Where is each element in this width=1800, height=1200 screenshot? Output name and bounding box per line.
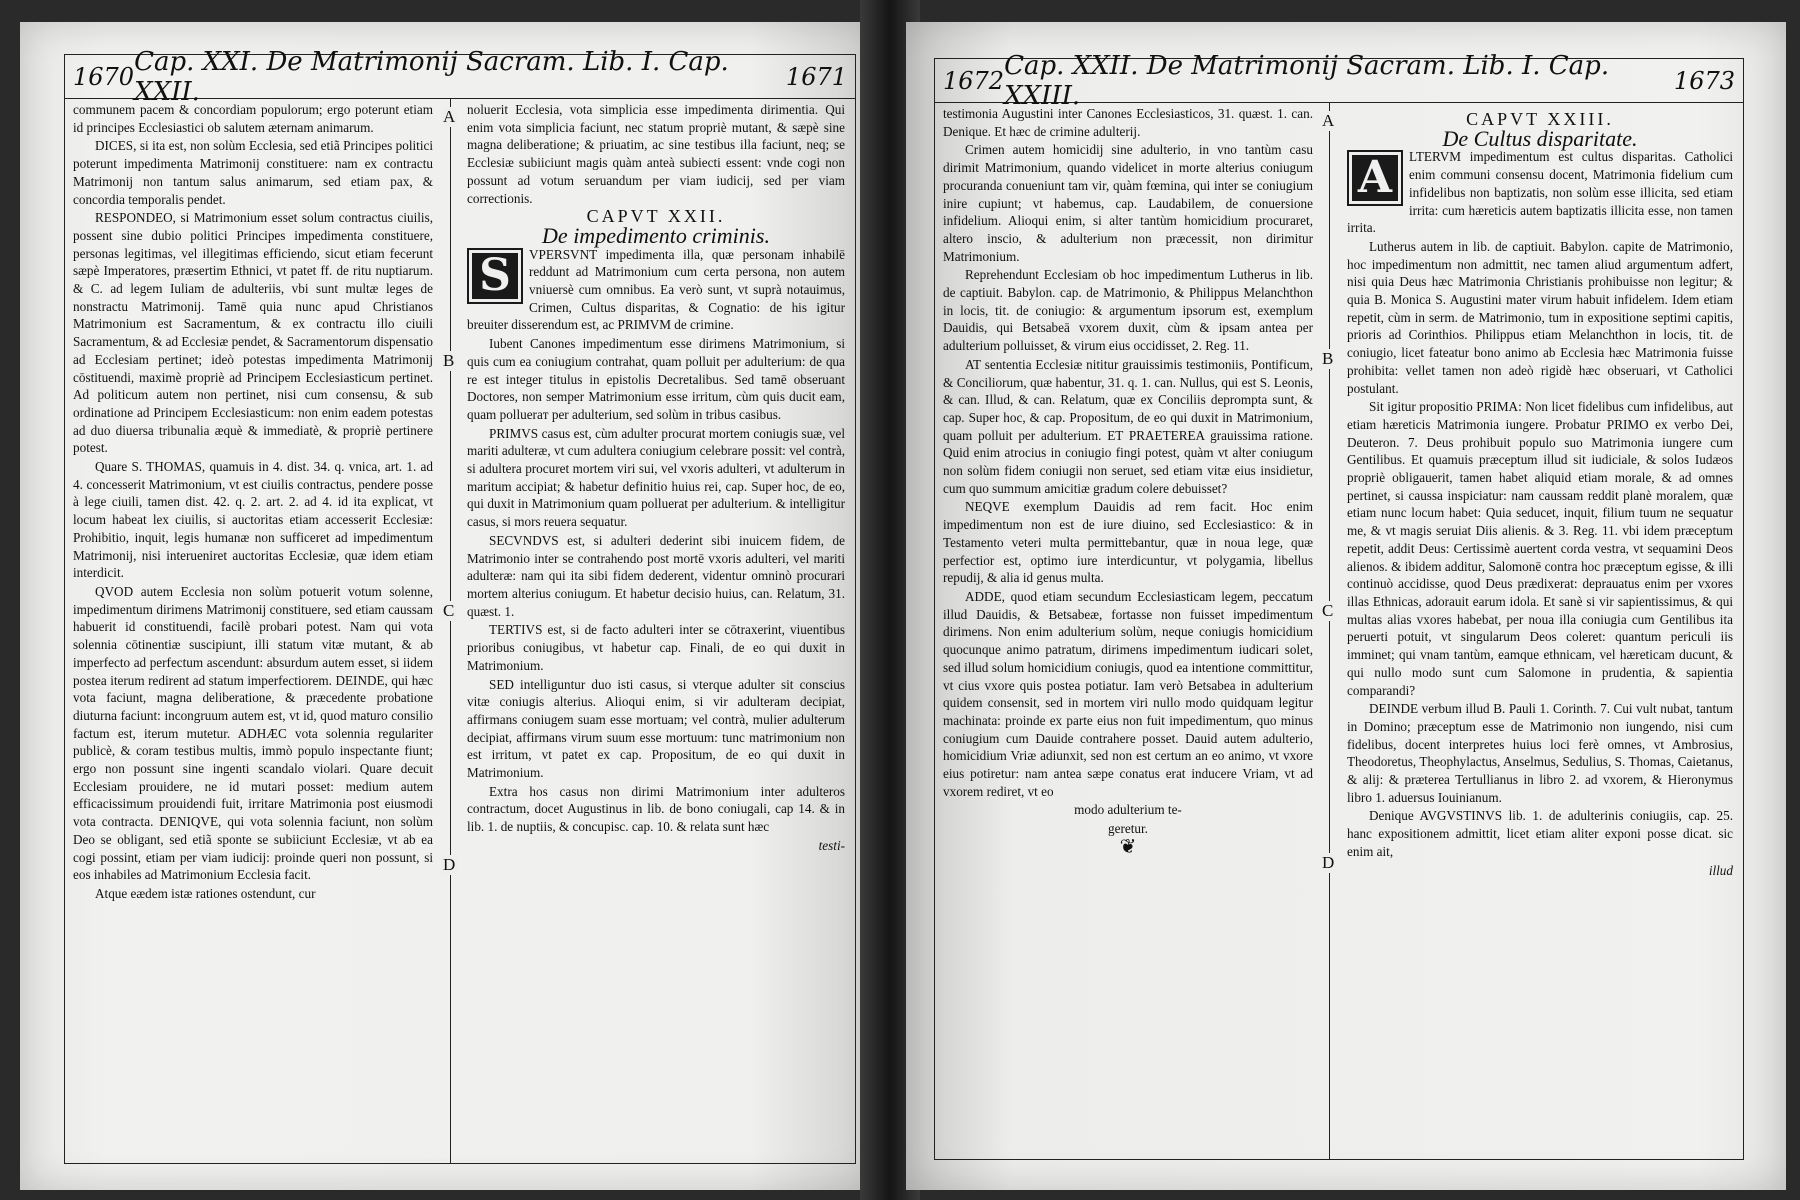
right-column-2 <box>1347 105 1733 1155</box>
chapter-heading: CAPVT XXIII. <box>1466 109 1614 129</box>
right-margin-mark-d: D <box>1322 853 1335 872</box>
paragraph: PRIMVS casus est, cùm adulter procurat mortem coniugis suæ, vel mariti adulteræ, vt cum adultera coniugium celebrare possit: vel contrà, si adultera procuret mortem viri sui, vel vxoris adulteri, vt adulterum in maritum accipiat; & habetur definitio huius rei, cap. Super hoc, de eo, qui duxit in Matrimonium quam polluerat per adulterium. & intelligitur casus, si mors reuera sequatur. <box>467 425 845 530</box>
left-page-frame <box>64 46 856 1164</box>
left-column-2 <box>467 101 845 1159</box>
paragraph: QVOD autem Ecclesia non solùm potuerit votum solenne, impedimentum dirimens Matrimonij constituere, sed etiam caussam habuerit id constituendi, facilè probari potest. Nam qui vota solennia cōtinentiæ suscipiunt, illi statum vitæ mutant, & ab imperfecto ad perfectum ascendunt: absurdum autem esset, si iidem postea iterum redirent ad statum imperfectiorem. DEINDE, qui hæc vota faciunt, magna deliberatione, & præcedente probatione diuturna faciunt: incongruum autem est, vt id, quod maturo consilio factum est, iterum mutetur. ADHÆC vota solennia regulariter publicè, & coram testibus multis, immò populo inspectante fiunt; ergo non possunt sine ingenti scandalo violari. Quare decuit Ecclesiam prouidere, ne id mutari posset: medium autem efficacissimum prouidendi fuit, irritare Matrimonia post eiusmodi vota contracta. DENIQVE, qui vota solennia faciunt, non solùm Deo se obligant, sed etiã sponte se subiiciunt Ecclesiæ, vt ab ea cogi possint, etiam per viam iudicij: proinde queri non possunt, si eos inhabiles ad Matrimonium Ecclesia facit. <box>73 583 433 883</box>
left-margin-mark-c: C <box>443 601 455 620</box>
paragraph: RESPONDEO, si Matrimonium esset solum contractus ciuilis, possent sine dubio politici Principes impedimenta constituere, personas legitimas, vel illegitimas efficiendo, sicut etiam fecerunt sæpè Imperatores, præsertim Ethnici, vt patet ff. de ritu nuptiarum. & C. ad legem Iuliam de adulteriis, vbi sunt multæ leges de nonstractu Matrimonij. Tamē quia nunc apud Christianos Matrimonium est Sacramentum, & ex contractu illo ciuili Sacramentum, & ad Ecclesiæ pendet, & Sacramentorum dispensatio ad Ecclesiam pertinet; ideò potestas impedimenta Matrimonij cōstituendi, maximè propriè ad Principem Ecclesiasticum pertinet. Ad politicum autem non pertinet, nisi cum consensu, & sub ordinatione ad Principem Ecclesiasticum: non enim eadem potestas ad duo diuersa tribunalia æquè & immediatè, & propriè pertinere potest. <box>73 210 433 456</box>
paragraph: testimonia Augustini inter Canones Ecclesiasticos, 31. quæst. 1. can. Denique. Et hæc de crimine adulterij. <box>943 106 1313 139</box>
paragraph: ADDE, quod etiam secundum Ecclesiasticam legem, peccatum illud Dauidis, & Betsabeæ, fortasse non fuisset impedimentum dirimens. Non enim adulterium solùm, neque coniugis homicidium quocunque animo patratum, dirimens impedimentum iudicari solet, sed illud solum homicidium coniugis, quod ea intentione committitur, vt cius vxore quis postea potiatur. Iam verò Betsabea in adulterium quidem consensit, sed in mortem viri nullo modo quidquam legitur machinata: proinde ex parte eius non fuit impedimentum, quo minus coniugium cum Dauide contrahere posset. Dauid autem adulterio, homicidium Vriæ adiunxit, sed non est certum an eo animo, vt vxore eius potiretur: nam antea sæpe conatus erat inducere Vriam, vt ad vxorem rediret, vt eo <box>943 588 1313 799</box>
left-page <box>20 22 878 1190</box>
paragraph: Iubent Canones impedimentum esse dirimens Matrimonium, si quis cum ea coniugium contrahat, quam polluit per adulterium: de qua re est integer titulus in epistolis Decretalibus. Sed tamē obseruant Doctores, non semper Matrimonium esse irritum, cùm quis ducit eam, quam pollueraт per adulterium, sed solùm in tribus casibus. <box>467 336 845 422</box>
right-margin-mark-b: B <box>1322 349 1334 368</box>
catchword: illud <box>1708 862 1733 878</box>
right-column-rule <box>1329 103 1330 1159</box>
right-page-frame <box>934 50 1744 1160</box>
drop-cap-initial: A <box>1347 150 1403 206</box>
left-margin-mark-b: B <box>443 351 455 370</box>
right-margin-mark-c: C <box>1322 601 1334 620</box>
closing-line: geretur. <box>1108 821 1148 837</box>
paragraph: communem pacem & concordiam populorum; ergo poterunt etiam id principes Ecclesiastici ob salutem æternam animarum. <box>73 102 433 135</box>
left-margin-mark-a: A <box>443 107 456 126</box>
paragraph-text: VPERSVNT impedimenta illa, quæ personam inhabilē reddunt ad Matrimonium cum certa persona, non autem vniuersè cum omnibus. Ea verò sunt, vt suprà notauimus, Crimen, Cultus disparitas, & Cognatio: de his igitur breuiter disserendum est, ac PRIMVM de crimine. <box>467 246 845 333</box>
paragraph: Lutherus autem in lib. de captiuit. Babylon. capite de Matrimonio, hoc impedimentum non admittit, nec tamen aliud argumentum adfert, nisi quia Deus hæc Matrimonia Christianis prohibuisse non legitur; & quia B. Monica S. Augustini mater virum habuit infidelem. Idem etiam repetit, cùm in serm. de Matrimonio, tum in expositione septimi capitis, prioris ad Corinthios. Philippus etiam Melanchthon in locis, tit. de coniugio, licet fateatur bono animo ab Ecclesia hæc Matrimonia fuisse prohibita: vellet tamen non adeò rigidè hæc obseruari, vt Catholici postulant. <box>1347 238 1733 396</box>
paragraph: noluerit Ecclesia, vota simplicia esse impedimenta dirimentia. Qui enim vota simplicia faciunt, nec statum propriè mutant, & sæpè sine magna deliberatione; & priuatim, ac sine testibus illa faciunt, neq; se Ecclesiæ subiiciunt magis quàm anteà subiecti essent: vnde cogi non possunt ad votum seruandum per viam iudicij, sed per viam correctionis. <box>467 102 845 206</box>
paragraph <box>467 246 845 335</box>
right-page-number-b: 1673 <box>1673 66 1735 95</box>
left-running-head <box>65 46 855 107</box>
right-page-number-a: 1672 <box>943 66 1005 95</box>
paragraph: DEINDE verbum illud B. Pauli 1. Corinth. 7. Cui vult nubat, tantum in Domino; præceptum esse de Matrimonio non iungendo, nisi cum fidelibus, docent interpretes huius loci ferè omnes, vt Ambrosius, Theodoretus, Theophylactus, Anselmus, Sedulius, S. Thomas, Caietanus, & alij: & præterea Tertullianus in libro 2. ad vxorem, & Hieronymus libro 1. aduersus Iouinianum. <box>1347 701 1733 805</box>
paragraph: Sit igitur propositio PRIMA: Non licet fidelibus cum infidelibus, aut etiam hæreticis Matrimonia iungere. Probatur PRIMO ex verbo Dei, Deuteron. 7. Deus prohibuit populo suo Matrimonia iungere cum Gentilibus. Et quamuis præceptum illud sit iudiciale, & solos Iudæos propriè obligauerit, tamen habet aliquid etiam morale, & ad omnes pertinet, si caussa inspiciatur: nam caussam reddit planè moralem, quæ etiam nunc locum habet: Quia seducet, inquit, filium tuum ne sequatur me, & vt magis seruiat Diis alienis. & 3. Reg. 11. vbi idem præceptum repetit, addit Deus: Certissimè auertent corda vestra, vt sequamini Deos alienos. & ibidem additur, Salomonē contra hoc præceptum egisse, & illi continuò accidisse, quod Deus prædixerat: deprauatus enim per vxores illas Ethnicas, adorauit earum idola. Et sanè si vir sapientissimus, & qui multas alias vxores habebat, per noua illa coniugia cum Gentilibus ita peruerti potuit, vt singularum Deos coleret: quantum periculi iis imminet; qui vnam tantùm, eamque ethnicam, vel hæreticam ducunt, & qui nullo modo sunt cum Salomone in prudentia, & sapientia comparandi? <box>1347 399 1733 698</box>
catchword: testi- <box>818 837 845 853</box>
chapter-subtitle: De impedimento criminis. <box>542 222 770 248</box>
paragraph: TERTIVS est, si de facto adulteri inter se cōtraxerint, viuentibus prioribus coniugibus, vt habetur cap. Finali, de eo qui duxit in Matrimonium. <box>467 622 845 673</box>
paragraph: Reprehendunt Ecclesiam ob hoc impedimentum Lutherus in lib. de captiuit. Babylon. cap. de Matrimonio, & Philippus Melanchthon in locis, tit. de coniugio: & argumentum ipsorum est, exemplum Dauidis, qui Betsabeā vxorem duxit, cùm & ipsam antea per adulterium polluisset, & virum eius occidisset, 2. Reg. 11. <box>943 267 1313 354</box>
right-column-1 <box>943 105 1313 1155</box>
right-page <box>906 22 1786 1190</box>
right-running-title: Cap. XXII. De Matrimonij Sacram. Lib. I. Cap. XXIII. <box>1004 50 1610 111</box>
left-column-1 <box>73 101 433 1159</box>
fleuron-ornament-icon: ❦ <box>1119 835 1137 858</box>
right-running-head <box>935 50 1743 111</box>
paragraph-text: LTERVM impedimentum est cultus disparitas. Catholici enim communi consensu docent, Matrimonia fidelium cum infidelibus non baptizatis, non solùm esse illicita, sed etiam irrita: cum hæreticis autem baptizatis illicita esse, non tamen irrita. <box>1347 149 1733 236</box>
left-margin-mark-d: D <box>443 855 456 874</box>
paragraph: DICES, si ita est, non solùm Ecclesia, sed etiã Principes politici poterunt impedimenta Matrimonij constituere: nam ex contractu Matrimonij non tantum salus animarum, sed etiam pax, & concordia temporalis pendet. <box>73 138 433 207</box>
paragraph: NEQVE exemplum Dauidis ad rem facit. Hoc enim impedimentum non est de iure diuino, sed Ecclesiastico: & in Testamento veteri multa permittebantur, quæ in noua lege, quæ perfectior est, optimo iure interdicuntur, vt polygamia, libellus repudij, & alia id genus multa. <box>943 499 1313 586</box>
paragraph: AT sententia Ecclesiæ nititur grauissimis testimoniis, Pontificum, & Conciliorum, quæ habentur, 31. q. 1. can. Nullus, qui est S. Leonis, & can. Illud, & can. Relatum, quæ ex Conciliis deprompta sunt, & cap. Super hoc, & cap. Propositum, de eo qui duxit in Matrimonium, quam polluit per adulterium. ET PRAETEREA grauissima ratione. Quid enim atrocius in coniugio fingi potest, quàm vt alter coniugum non solùm fidem coniugii non seruet, sed etiam vitæ eius insidietur, cum quo summum amicitiæ gradum colere debuisset? <box>943 356 1313 496</box>
left-page-number-a: 1670 <box>73 62 135 91</box>
paragraph: Crimen autem homicidij sine adulterio, in vno tantùm casu dirimit Matrimonium, quando videlicet in morte alterius coniugum procuranda conueniunt tam vir, quàm fœmina, qui inter se coniugium inire cupiunt; vt habemus, cap. Laudabilem, de conuersione infidelium. Alioqui enim, si alter tantùm homicidium procuraret, altero inscio, & adulterium non præcessit, non dirimitur Matrimonium. <box>943 142 1313 264</box>
closing-line: modo adulterium te- <box>1074 802 1182 818</box>
drop-cap-initial: S <box>467 248 523 304</box>
paragraph: Extra hos casus non dirimi Matrimonium inter adulteros contractum, docet Augustinus in lib. de bono coniugali, cap 14. & in lib. 1. de nuptiis, & concupisc. cap. 10. & relata sunt hæc <box>467 783 845 835</box>
left-column-rule <box>450 99 451 1163</box>
paragraph: Denique AVGVSTINVS lib. 1. de adulterinis coniugiis, cap. 25. hanc expositionem admittit, licet etiam aliter exponi posse dicat. sic enim ait, <box>1347 808 1733 859</box>
paragraph: Atque eædem istæ rationes ostendunt, cur <box>95 885 316 901</box>
left-running-title: Cap. XXI. De Matrimonij Sacram. Lib. I. Cap. XXII. <box>134 46 729 107</box>
left-page-number-b: 1671 <box>785 62 847 91</box>
chapter-heading: CAPVT XXII. <box>586 206 726 227</box>
paragraph <box>1347 148 1733 237</box>
right-margin-mark-a: A <box>1322 111 1335 130</box>
paragraph: Quare S. THOMAS, quamuis in 4. dist. 34. q. vnica, art. 1. ad 4. concesserit Matrimonium, vt est ciuilis contractus, pendere posse à lege ciuili, tamen dist. 42. q. 2. art. 2. ad 4. id ita explicat, vt locum habeat lex ciuilis, si auctoritas etiam accesserit Ecclesiæ: Prohibitio, inquit, legis humanæ non sufficeret ad impedimentum Matrimonij, nisi interueniret auctoritas Ecclesiæ, quæ idem etiam interdicit. <box>73 459 433 581</box>
paragraph: SED intelliguntur duo isti casus, si vterque adulter sit conscius vitæ coniugis alterius. Alioqui enim, si vir adulteram decipiat, affirmans coniugem suam esse mortuam; vel contrà, mulier adulterum decipiat, affirmans virum suum esse mortuum: tunc matrimonium non est irritum, vt patet ex cap. Propositum, de eo qui duxit in Matrimonium. <box>467 676 845 781</box>
chapter-subtitle: De Cultus disparitate. <box>1442 125 1638 151</box>
paragraph: SECVNDVS est, si adulteri dederint sibi inuicem fidem, de Matrimonio inter se contrahendo post mortē vxoris adulteri, vel mariti adulteræ: nam qui ita sibi fidem dederent, videntur omninò procurari mortem alterius coniugum. Et habetur decisio huius, can. Relatum, 31. quæst. 1. <box>467 532 845 619</box>
